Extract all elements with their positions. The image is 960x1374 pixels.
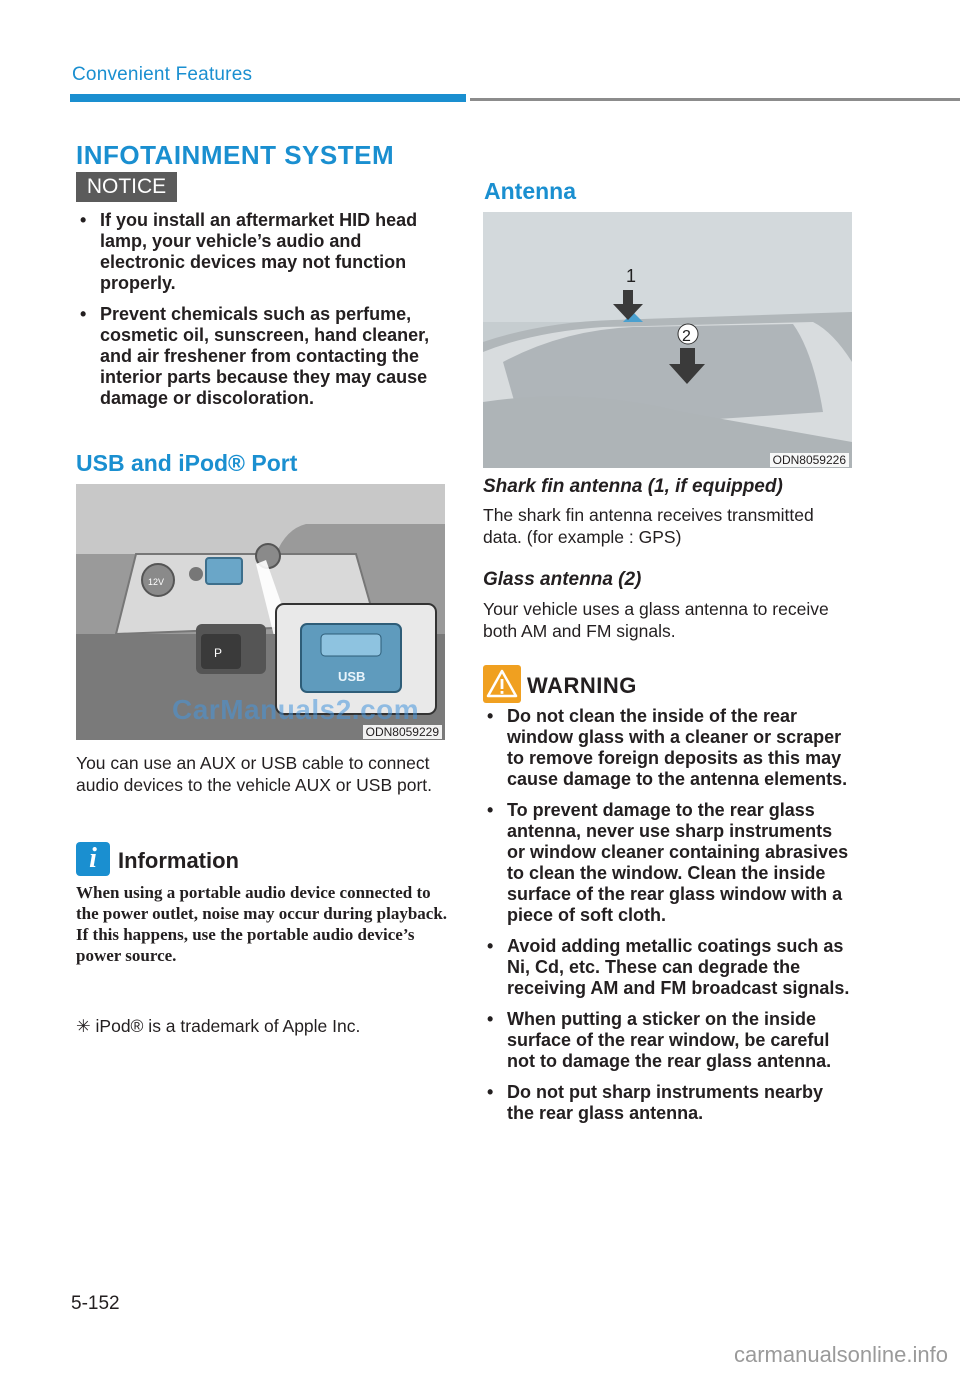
- watermark: CarManuals2.com: [172, 694, 420, 725]
- power-outlet-label: 12V: [148, 577, 165, 587]
- header-accent-bar: [70, 94, 466, 102]
- shark-fin-description: The shark fin antenna receives transmitted data. (for example : GPS): [483, 505, 814, 547]
- warning-item: • Avoid adding metallic coatings such as Ni, Cd, etc. These can degrade the receiving AM and FM broadcast signals.: [485, 936, 855, 999]
- antenna-heading: Antenna: [484, 178, 576, 204]
- notice-item: • If you install an aftermarket HID head lamp, your vehicle’s audio and electronic devices may not function properly.: [78, 210, 450, 294]
- usb-heading: USB and iPod® Port: [76, 450, 298, 476]
- shark-fin-heading: Shark fin antenna (1, if equipped): [483, 476, 783, 497]
- warning-heading: WARNING: [527, 673, 637, 698]
- warning-list: [485, 706, 855, 1134]
- figure-code: ODN8059226: [770, 453, 849, 467]
- footer-website: carmanualsonline.info: [733, 1342, 948, 1367]
- antenna-figure: [483, 212, 852, 468]
- park-button-label: P: [214, 646, 223, 660]
- car-roof-illustration: [483, 212, 852, 468]
- notice-list: [78, 210, 450, 419]
- callout-1: 1: [626, 266, 637, 286]
- information-text: When using a portable audio device connected to the power outlet, noise may occur during playback. If this happens, use the portable audio device’s power source.: [76, 883, 448, 965]
- notice-badge: NOTICE: [76, 172, 177, 202]
- header-divider: [470, 98, 960, 101]
- trademark-footnote: ✳ iPod® is a trademark of Apple Inc.: [76, 1016, 361, 1036]
- notice-item: • Prevent chemicals such as perfume, cosmetic oil, sunscreen, hand cleaner, and air freshener from contacting the interior parts because they may cause damage or discoloration.: [78, 304, 450, 409]
- warning-item: • When putting a sticker on the inside surface of the rear window, be careful not to damage the rear glass antenna.: [485, 1009, 855, 1072]
- usb-port-label: USB: [338, 669, 366, 684]
- usb-description: You can use an AUX or USB cable to connect audio devices to the vehicle AUX or USB port.: [76, 753, 433, 795]
- callout-2: 2: [682, 328, 691, 345]
- warning-item: • Do not put sharp instruments nearby the rear glass antenna.: [485, 1082, 855, 1124]
- usb-port-figure: [76, 484, 445, 740]
- figure-code: ODN8059229: [363, 725, 442, 739]
- section-title: INFOTAINMENT SYSTEM: [76, 140, 395, 170]
- glass-antenna-description: Your vehicle uses a glass antenna to receive both AM and FM signals.: [483, 599, 829, 641]
- chapter-title: Convenient Features: [72, 64, 253, 85]
- information-icon: i: [76, 842, 110, 876]
- information-heading: Information: [118, 848, 239, 873]
- warning-item: • Do not clean the inside of the rear window glass with a cleaner or scraper to remove foreign deposits as this may cause damage to the antenna elements.: [485, 706, 855, 790]
- glass-antenna-heading: Glass antenna (2): [483, 569, 642, 590]
- warning-item: • To prevent damage to the rear glass antenna, never use sharp instruments or window cleaner containing abrasives to clean the window. Clean the inside surface of the rear glass window with a piece of soft cloth.: [485, 800, 855, 926]
- page-number: 5-152: [71, 1293, 120, 1314]
- warning-icon: [483, 665, 521, 703]
